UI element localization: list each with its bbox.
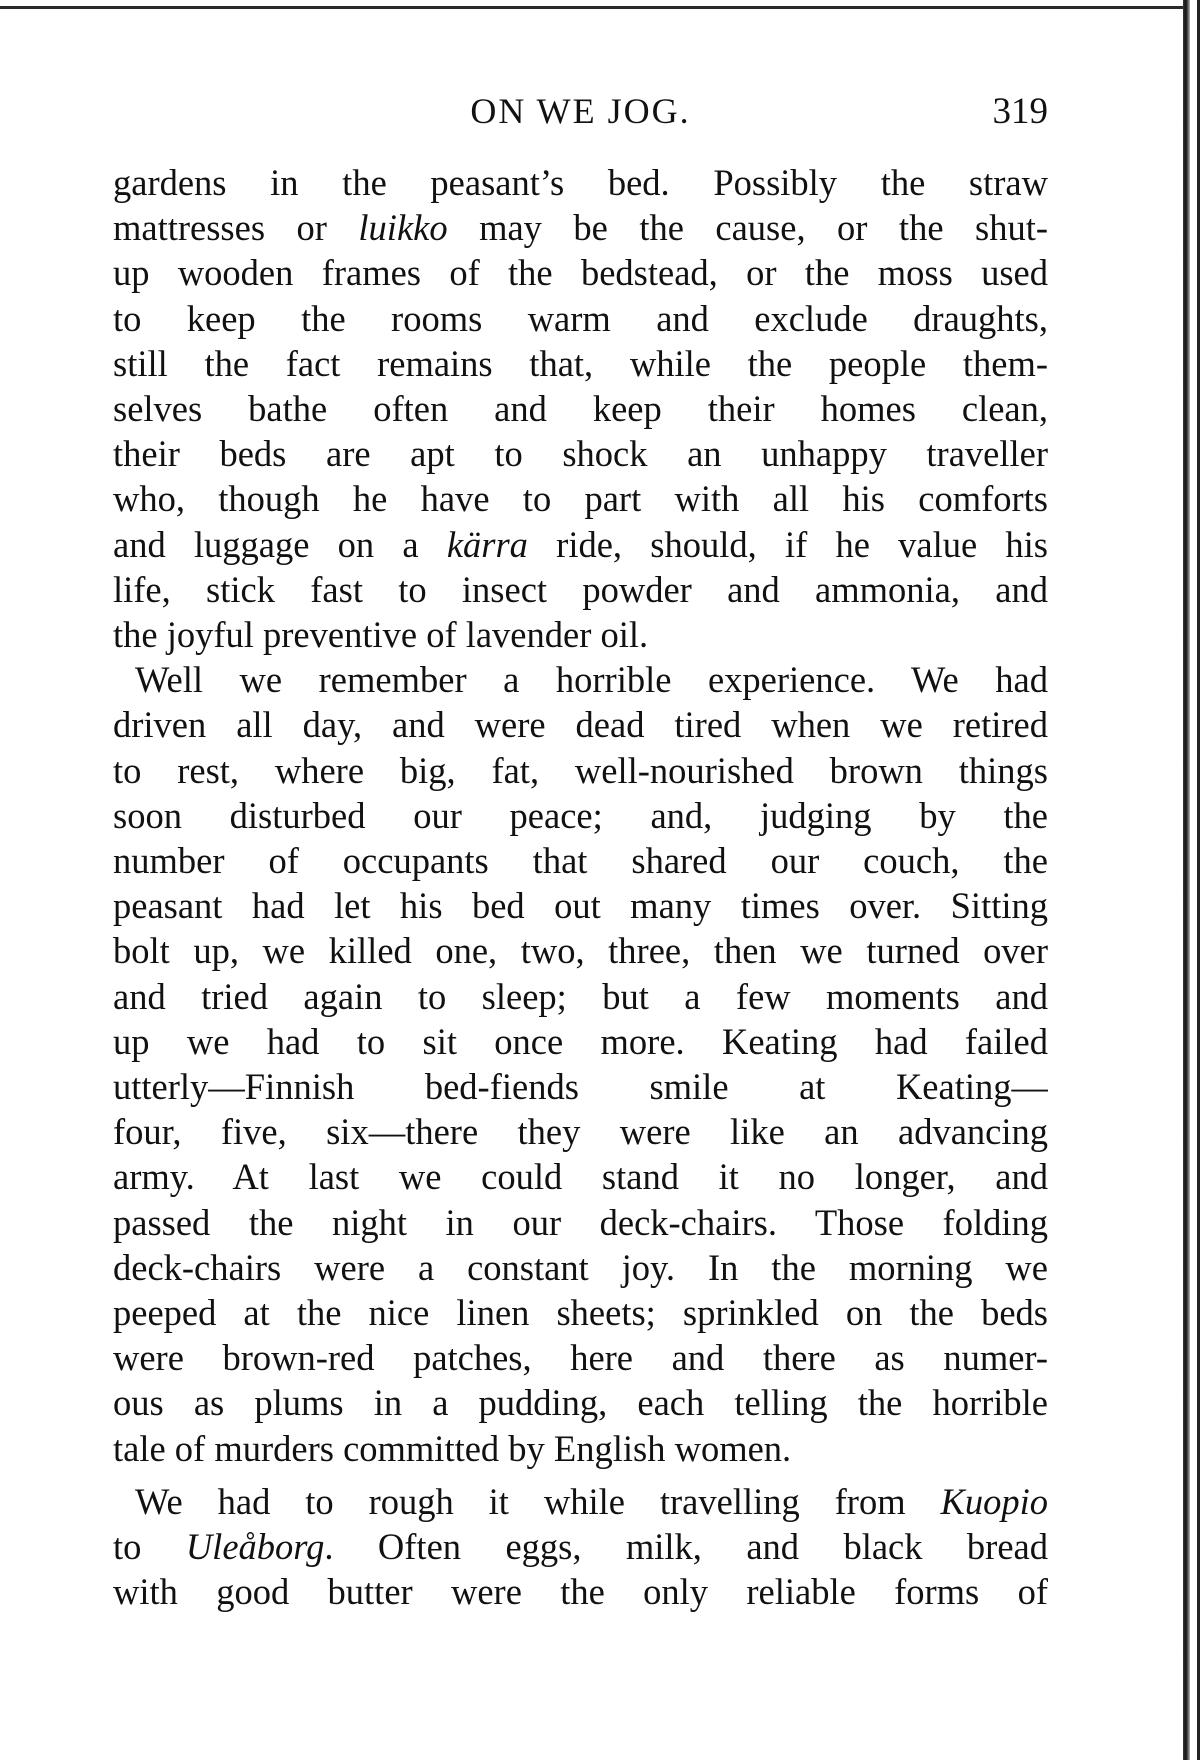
text-line: army. At last we could stand it no longer, and	[113, 1156, 1048, 1198]
running-head	[113, 90, 1048, 140]
body-text	[113, 160, 1048, 1615]
text-line: utterly—Finnish bed-fiends smile at Keating—	[113, 1066, 1048, 1108]
text-line: selves bathe often and keep their homes clean,	[113, 388, 1048, 430]
text-line: bolt up, we killed one, two, three, then we turned over	[113, 930, 1048, 972]
text-line: up we had to sit once more. Keating had failed	[113, 1020, 1048, 1062]
paragraph	[113, 657, 1048, 1471]
text-line: peasant had let his bed out many times over. Sitting	[113, 885, 1048, 927]
text-line: soon disturbed our peace; and, judging by the	[113, 794, 1048, 836]
text-line: with good butter were the only reliable forms of	[113, 1571, 1048, 1613]
text-line: We had to rough it while travelling from Kuopio	[135, 1480, 1048, 1522]
text-line: mattresses or luikko may be the cause, or the shut-	[113, 207, 1048, 249]
text-line: up wooden frames of the bedstead, or the moss used	[113, 252, 1048, 294]
text-line: deck-chairs were a constant joy. In the morning we	[113, 1246, 1048, 1288]
text-line: life, stick fast to insect powder and ammonia, and	[113, 568, 1048, 610]
text-line: peeped at the nice linen sheets; sprinkled on the beds	[113, 1292, 1048, 1334]
text-line: number of occupants that shared our couch, the	[113, 840, 1048, 882]
text-line: and luggage on a kärra ride, should, if he value his	[113, 523, 1048, 565]
text-line: their beds are apt to shock an unhappy traveller	[113, 433, 1048, 475]
text-line: still the fact remains that, while the people them-	[113, 342, 1048, 384]
text-line: four, five, six—there they were like an advancing	[113, 1111, 1048, 1153]
text-line: who, though he have to part with all his comforts	[113, 478, 1048, 520]
text-line: and tried again to sleep; but a few moments and	[113, 975, 1048, 1017]
text-line: ous as plums in a pudding, each telling the horrible	[113, 1382, 1048, 1424]
text-line: tale of murders committed by English women.	[113, 1427, 792, 1469]
text-line: Well we remember a horrible experience. We had	[135, 659, 1048, 701]
text-line: passed the night in our deck-chairs. Those folding	[113, 1201, 1048, 1243]
running-title: ON WE JOG.	[470, 91, 691, 131]
top-rule	[0, 6, 1190, 9]
page-edge-line	[1197, 0, 1200, 1760]
text-line: were brown-red patches, here and there as numer-	[113, 1337, 1048, 1379]
text-line: to Uleåborg. Often eggs, milk, and black bread	[113, 1526, 1048, 1568]
paragraph	[113, 160, 1048, 657]
text-line: gardens in the peasant’s bed. Possibly the straw	[113, 162, 1048, 203]
paragraph	[113, 1479, 1048, 1615]
page-number: 319	[992, 91, 1048, 132]
text-line: the joyful preventive of lavender oil.	[113, 614, 649, 656]
text-line: to rest, where big, fat, well-nourished brown things	[113, 749, 1048, 791]
text-line: driven all day, and were dead tired when we retired	[113, 704, 1048, 746]
text-line: to keep the rooms warm and exclude draughts,	[113, 297, 1048, 339]
page-edge-shadow	[1183, 0, 1190, 1760]
